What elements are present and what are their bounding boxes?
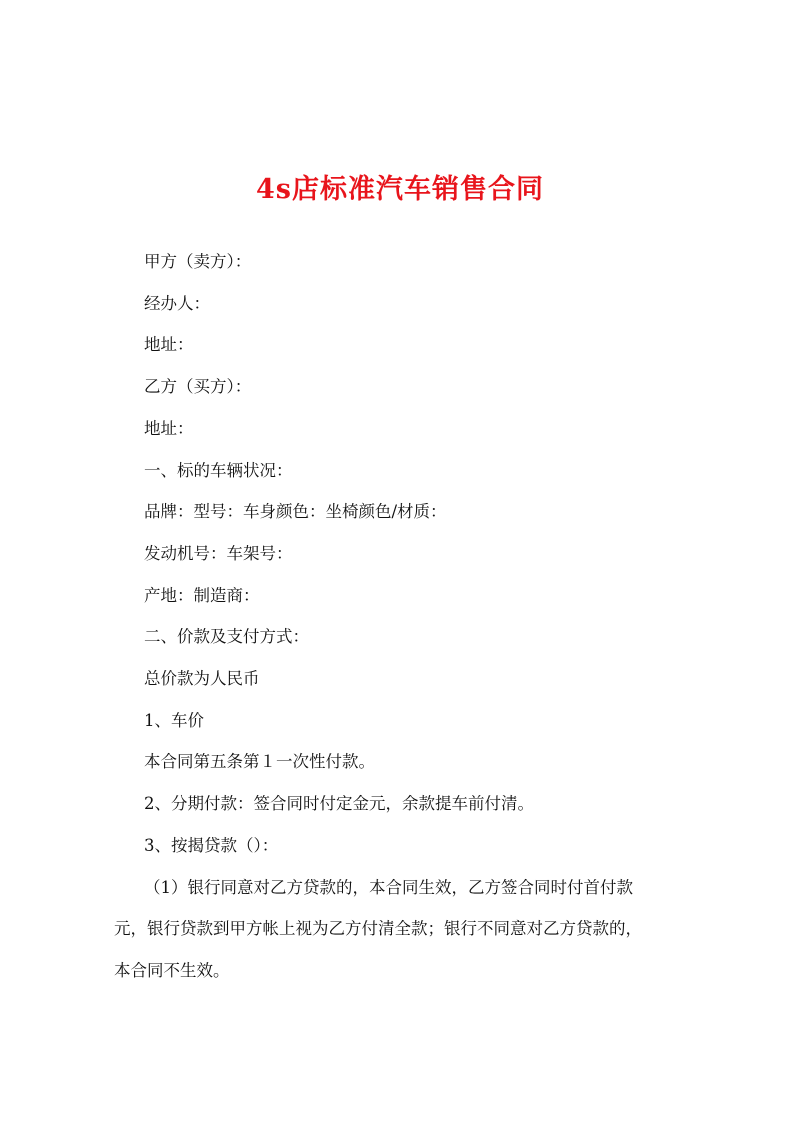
loan-clause-line-3: 本合同不生效。 (114, 960, 230, 980)
installment-line: 2、分期付款：签合同时付定金元，余款提车前付清。 (144, 794, 534, 814)
buyer-line: 乙方（买方）： (144, 377, 252, 397)
seller-line: 甲方（卖方）： (144, 252, 252, 271)
seller-address-line: 地址： (144, 335, 194, 355)
origin-manufacturer-line: 产地：制造商： (144, 585, 260, 605)
loan-clause-line-1: （1）银行同意对乙方贷款的，本合同生效，乙方签合同时付首付款 (144, 877, 633, 897)
loan-clause-line-2: 元，银行贷款到甲方帐上视为乙方付清全款；银行不同意对乙方贷款的， (114, 919, 642, 939)
total-price-line: 总价款为人民币 (144, 669, 260, 689)
agent-line: 经办人： (144, 293, 210, 313)
lump-sum-line: 本合同第五条第１一次性付款。 (144, 752, 375, 772)
buyer-address-line: 地址： (144, 418, 194, 438)
section-vehicle-heading: 一、标的车辆状况： (144, 460, 293, 480)
document-title: 4s店标准汽车销售合同 (256, 174, 544, 205)
car-price-line: 1、车价 (144, 710, 204, 730)
engine-frame-line: 发动机号：车架号： (144, 543, 293, 563)
section-payment-heading: 二、价款及支付方式： (144, 627, 309, 647)
contract-body (114, 241, 694, 992)
vehicle-brand-line: 品牌：型号：车身颜色：坐椅颜色/材质： (144, 502, 447, 522)
mortgage-line: 3、按揭贷款（）： (144, 835, 279, 855)
